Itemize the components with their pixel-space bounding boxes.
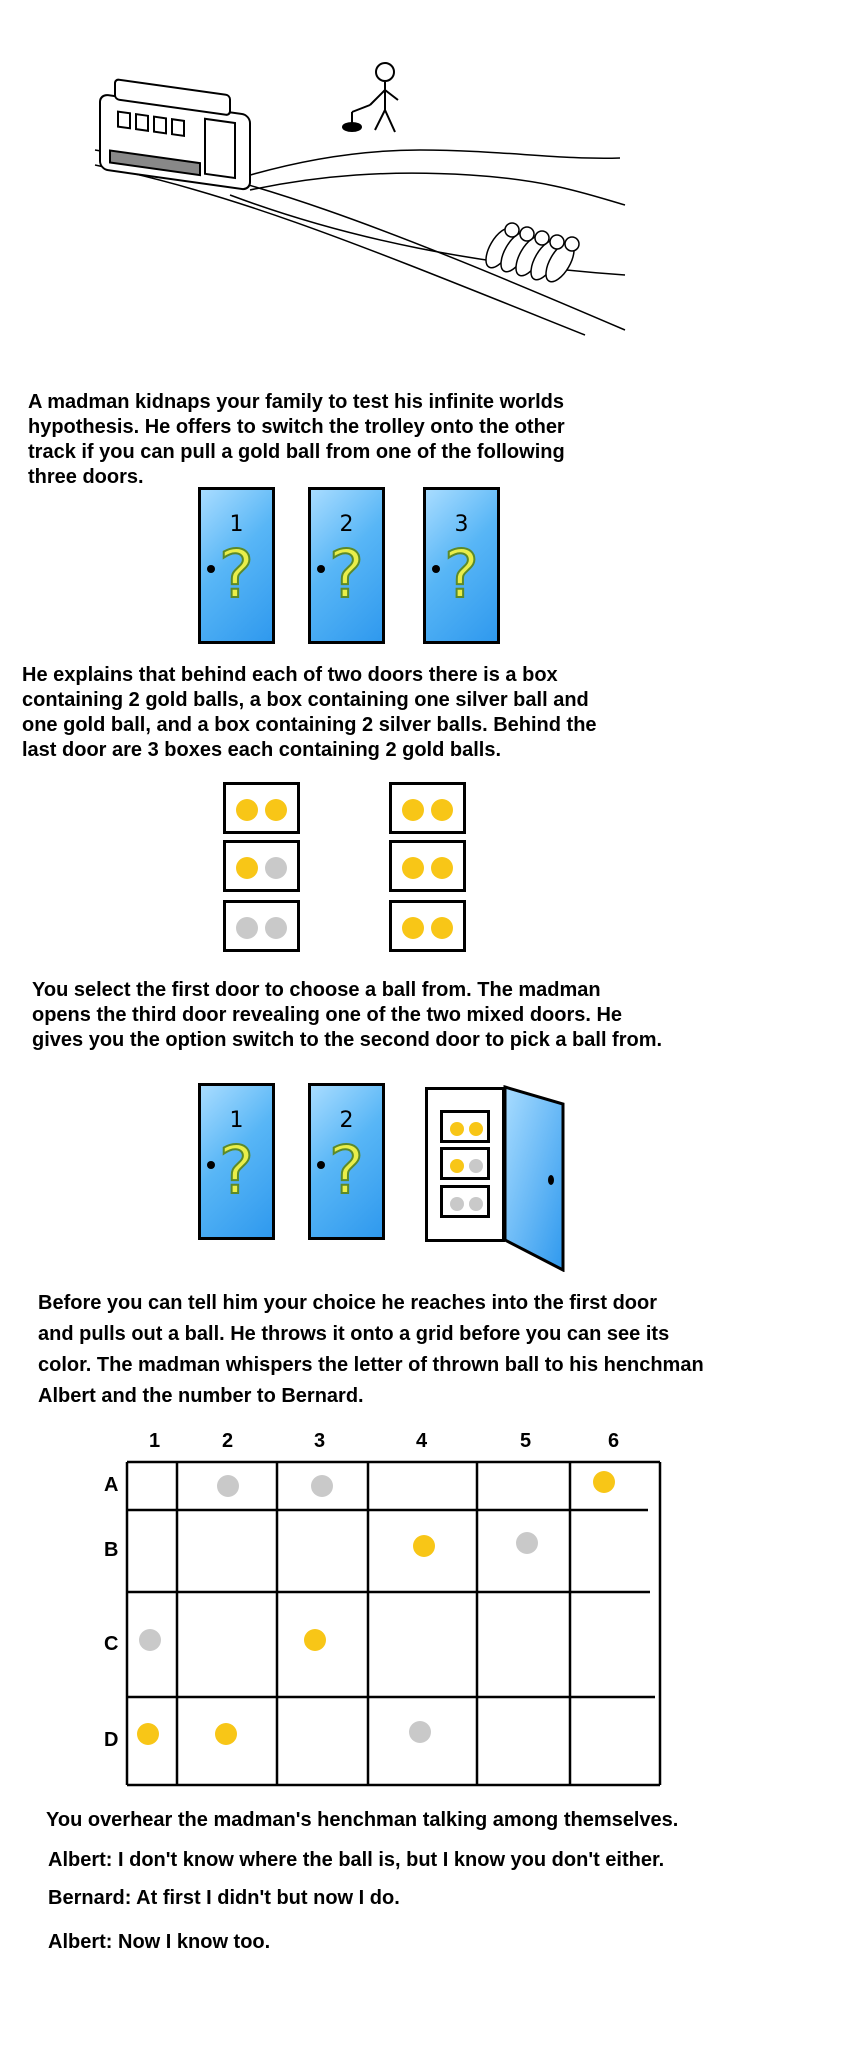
- door-number: 1: [229, 512, 244, 537]
- explanation-paragraph: He explains that behind each of two doors there is a box containing 2 gold balls, a box containing one silver ball and one gold ball, and a box containing 2 silver balls. Behind the last door are 3 boxes each containing 2 gold balls.: [22, 664, 597, 761]
- gold-ball: [413, 1535, 435, 1557]
- albert-line-1: Albert: I don't know where the ball is, but I know you don't either.: [48, 1849, 665, 1871]
- silver-ball: [409, 1721, 431, 1743]
- grid-row-label: A: [104, 1474, 119, 1496]
- gold-ball: [593, 1471, 615, 1493]
- silver-ball: [311, 1475, 333, 1497]
- silver-ball: [217, 1475, 239, 1497]
- grid-column-label: 4: [416, 1430, 428, 1452]
- grid-column-label: 2: [222, 1430, 234, 1452]
- gold-ball: [304, 1629, 326, 1651]
- grid-column-label: 3: [314, 1430, 326, 1452]
- grid-paragraph: Before you can tell him your choice he reaches into the first door and pulls out a ball. He throws it onto a grid before you can see its color. The madman whispers the letter of thrown ball to his henchman Albert and the number to Bernard.: [38, 1292, 704, 1407]
- grid-row-label: C: [104, 1632, 119, 1655]
- grid-row-label: D: [104, 1729, 119, 1751]
- door-number: 3: [454, 512, 469, 537]
- gold-ball: [215, 1723, 237, 1745]
- selection-paragraph: You select the first door to choose a ball from. The madman opens the third door revealing one of the two mixed doors. He gives you the option switch to the second door to pick a ball from.: [32, 979, 663, 1051]
- question-mark-icon: ?: [218, 1132, 255, 1209]
- grid-column-label: 6: [608, 1430, 620, 1452]
- grid-column-label: 5: [520, 1430, 532, 1452]
- overhear-paragraph: You overhear the madman's henchman talking among themselves.: [46, 1809, 679, 1831]
- intro-paragraph: A madman kidnaps your family to test his infinite worlds hypothesis. He offers to switch the trolley onto the other track if you can pull a gold ball from one of the following three doors.: [28, 391, 565, 488]
- question-mark-icon: ?: [328, 536, 365, 613]
- silver-ball: [516, 1532, 538, 1554]
- question-mark-icon: ?: [328, 1132, 365, 1209]
- grid-row-label: B: [104, 1539, 119, 1561]
- door-number: 1: [229, 1108, 244, 1133]
- gold-ball: [137, 1723, 159, 1745]
- door-number: 2: [339, 512, 354, 537]
- question-mark-icon: ?: [218, 536, 255, 613]
- albert-line-2: Albert: Now I know too.: [48, 1931, 271, 1953]
- bernard-line: Bernard: At first I didn't but now I do.: [48, 1887, 400, 1909]
- grid-column-label: 1: [149, 1430, 161, 1452]
- question-mark-icon: ?: [443, 536, 480, 613]
- silver-ball: [139, 1629, 161, 1651]
- door-number: 2: [339, 1108, 354, 1133]
